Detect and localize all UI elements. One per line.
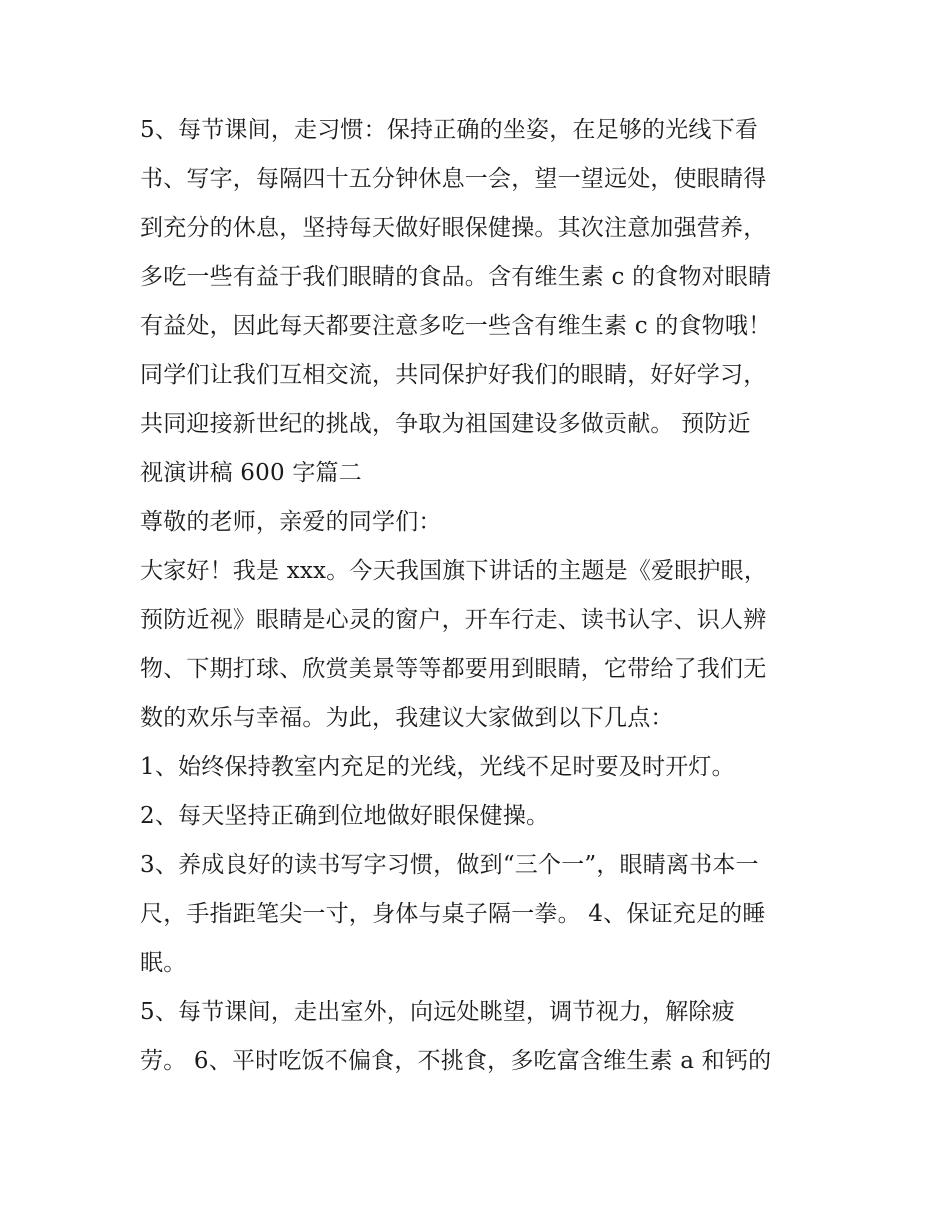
text-line: 眠。 bbox=[140, 950, 187, 976]
list-item: 2、每天坚持正确到位地做好眼保健操。 bbox=[140, 803, 550, 829]
list-item: 1、始终保持教室内充足的光线，光线不足时要及时开灯。 bbox=[140, 754, 735, 780]
text-line: 共同迎接新世纪的挑战，争取为祖国建设多做贡献。 预防近 bbox=[140, 411, 751, 437]
text-line: 劳。 6、平时吃饭不偏食，不挑食，多吃富含维生素 a 和钙的 bbox=[140, 1048, 772, 1074]
text-line: 书、写字，每隔四十五分钟休息一会，望一望远处，使眼睛得 bbox=[140, 166, 767, 192]
text-line: 尺，手指距笔尖一寸，身体与桌子隔一拳。 4、保证充足的睡 bbox=[140, 901, 766, 927]
list-item: 3、养成良好的读书写字习惯，做到“三个一”，眼睛离书本一 bbox=[140, 852, 759, 878]
text-line: 物、下期打球、欣赏美景等等都要用到眼睛，它带给了我们无 bbox=[140, 656, 767, 682]
salutation: 尊敬的老师，亲爱的同学们： bbox=[140, 509, 442, 535]
list-item: 5、每节课间，走出室外，向远处眺望，调节视力，解除疲 bbox=[140, 999, 735, 1025]
text-line: 5、每节课间，走习惯：保持正确的坐姿，在足够的光线下看 bbox=[140, 117, 759, 143]
text-line: 大家好！我是 xxx。今天我国旗下讲话的主题是《爱眼护眼， bbox=[140, 558, 768, 584]
section-heading: 视演讲稿 600 字篇二 bbox=[140, 460, 362, 486]
text-line: 预防近视》眼睛是心灵的窗户，开车行走、读书认字、识人辨 bbox=[140, 607, 767, 633]
text-line: 有益处，因此每天都要注意多吃一些含有维生素 c 的食物哦！ bbox=[140, 313, 772, 339]
text-line: 同学们让我们互相交流，共同保护好我们的眼睛，好好学习， bbox=[140, 362, 767, 388]
text-line: 到充分的休息，坚持每天做好眼保健操。其次注意加强营养， bbox=[140, 215, 767, 241]
text-line: 多吃一些有益于我们眼睛的食品。含有维生素 c 的食物对眼睛 bbox=[140, 264, 772, 290]
text-line: 数的欢乐与幸福。为此，我建议大家做到以下几点： bbox=[140, 705, 674, 731]
